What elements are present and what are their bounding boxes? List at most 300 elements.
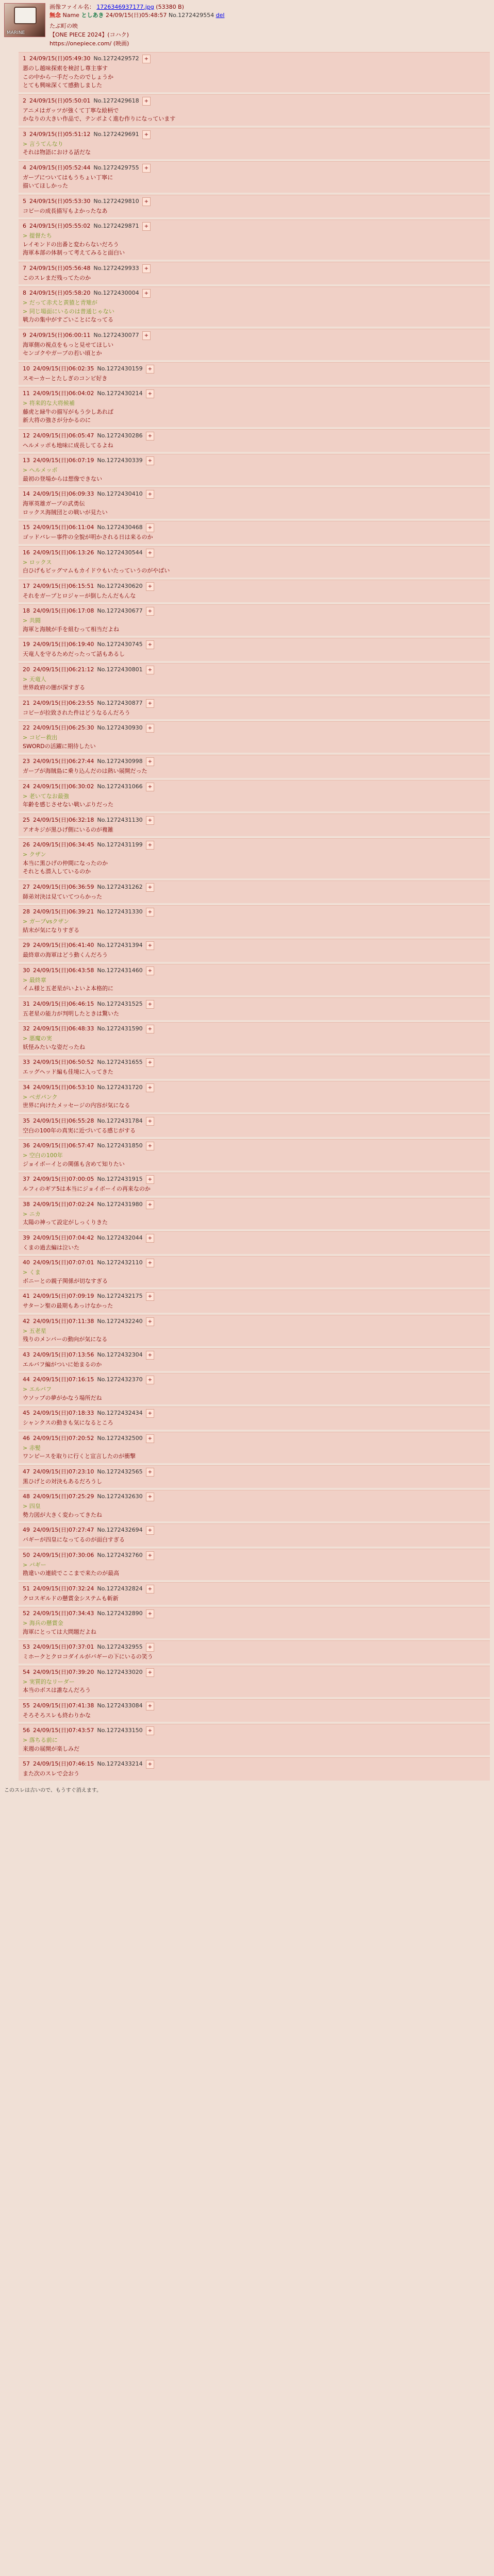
sodane-button[interactable]: +: [142, 164, 151, 173]
quote-line: > だって赤犬と黄猿と青雉が: [23, 299, 97, 307]
sodane-button[interactable]: +: [146, 1760, 154, 1769]
sodane-button[interactable]: +: [146, 757, 154, 766]
reply-index: 34: [23, 1083, 30, 1091]
text-line: SWORDの活躍に期待したい: [23, 742, 96, 750]
reply-body: [23, 1185, 486, 1194]
reply-post: [19, 387, 490, 427]
op-line: 【ONE PIECE 2024】(コハク): [50, 31, 129, 38]
reply-post: [19, 1231, 490, 1255]
reply-number[interactable]: No.1272430745: [97, 641, 143, 648]
text-line: それをガープとロジャーが倒したんだもんな: [23, 592, 136, 599]
reply-index: 28: [23, 908, 30, 916]
reply-head: [23, 1142, 486, 1150]
sodane-button[interactable]: +: [142, 130, 151, 139]
reply-number[interactable]: No.1272429755: [93, 164, 139, 171]
reply-body: [23, 174, 486, 191]
sodane-button[interactable]: +: [146, 1668, 154, 1677]
name-label: Name: [62, 11, 79, 19]
reply-index: 54: [23, 1668, 30, 1675]
reply-datetime: 24/09/15(日)06:09:33: [33, 490, 94, 498]
reply-number[interactable]: No.1272430159: [97, 365, 143, 372]
reply-number[interactable]: No.1272429810: [93, 197, 139, 205]
reply-number[interactable]: No.1272430930: [97, 724, 143, 732]
reply-body: [23, 976, 486, 993]
sodane-button[interactable]: +: [146, 699, 154, 708]
reply-number[interactable]: No.1272431262: [97, 883, 143, 890]
reply-post: [19, 1139, 490, 1171]
reply-head: [23, 967, 486, 975]
reply-datetime: 24/09/15(日)05:58:20: [29, 290, 91, 297]
reply-datetime: 24/09/15(日)07:30:06: [33, 1551, 94, 1558]
reply-body: [23, 951, 486, 960]
reply-head: [23, 941, 486, 950]
reply-number[interactable]: No.1272432500: [97, 1434, 143, 1442]
sodane-button[interactable]: +: [146, 523, 154, 532]
quote-line: > バギー: [23, 1561, 46, 1568]
subject: 無念: [50, 11, 61, 19]
sodane-button[interactable]: +: [146, 1468, 154, 1477]
text-line: 残りのメンバーの動向が気になる: [23, 1336, 108, 1343]
reply-index: 39: [23, 1234, 30, 1241]
reply-head: [23, 1526, 486, 1535]
reply-number[interactable]: No.1272433214: [97, 1760, 143, 1768]
reply-number[interactable]: No.1272432890: [97, 1610, 143, 1617]
text-line: ガープが海賊島に乗り込んだのは熱い展開だった: [23, 768, 147, 775]
reply-index: 9: [23, 331, 26, 338]
reply-post: [19, 1640, 490, 1664]
sodane-button[interactable]: +: [146, 1702, 154, 1710]
reply-index: 13: [23, 457, 30, 464]
reply-number[interactable]: No.1272433150: [97, 1727, 143, 1734]
reply-head: [23, 289, 486, 298]
reply-post: [19, 128, 490, 159]
reply-index: 10: [23, 365, 30, 372]
reply-datetime: 24/09/15(日)07:23:10: [33, 1468, 94, 1475]
sodane-button[interactable]: +: [146, 1609, 154, 1618]
reply-number[interactable]: No.1272431199: [97, 841, 143, 849]
reply-datetime: 24/09/15(日)05:51:12: [29, 130, 91, 138]
sodane-button[interactable]: +: [142, 55, 151, 63]
reply-index: 16: [23, 549, 30, 556]
reply-body: [23, 1736, 486, 1753]
reply-number[interactable]: No.1272430004: [93, 290, 139, 297]
sodane-button[interactable]: +: [146, 783, 154, 791]
reply-head: [23, 1493, 486, 1501]
reply-body: [23, 107, 486, 124]
reply-number[interactable]: No.1272432304: [97, 1351, 143, 1358]
reply-body: [23, 617, 486, 634]
reply-post: [19, 195, 490, 218]
sodane-button[interactable]: +: [146, 1493, 154, 1501]
reply-datetime: 24/09/15(日)05:53:30: [29, 197, 91, 205]
reply-post: [19, 1173, 490, 1196]
reply-body: [23, 1068, 486, 1077]
text-line: この中から一手だったのでしょうか: [23, 73, 113, 80]
reply-number[interactable]: No.1272431590: [97, 1025, 143, 1032]
reply-number[interactable]: No.1272431066: [97, 783, 143, 790]
sodane-button[interactable]: +: [146, 908, 154, 917]
reply-number[interactable]: No.1272430677: [97, 607, 143, 615]
reply-number[interactable]: No.1272430077: [93, 331, 139, 338]
quote-line: > コビー救出: [23, 734, 58, 741]
sodane-button[interactable]: +: [142, 197, 151, 206]
quote-line: > 赤髪: [23, 1444, 41, 1451]
sodane-button[interactable]: +: [146, 1434, 154, 1443]
reply-head: [23, 1200, 486, 1209]
reply-datetime: 24/09/15(日)06:39:21: [33, 908, 94, 916]
reply-datetime: 24/09/15(日)06:07:19: [33, 457, 94, 464]
reply-post: [19, 1315, 490, 1346]
reply-index: 7: [23, 264, 26, 272]
reply-index: 22: [23, 724, 30, 732]
reply-head: [23, 1609, 486, 1618]
reply-post: [19, 721, 490, 753]
quote-line: > ヘルメッポ: [23, 467, 58, 474]
reply-number[interactable]: No.1272429572: [93, 55, 139, 62]
reply-index: 31: [23, 1000, 30, 1007]
reply-datetime: 24/09/15(日)07:34:43: [33, 1610, 94, 1617]
reply-post: [19, 905, 490, 937]
reply-number[interactable]: No.1272429933: [93, 264, 139, 272]
reply-body: [23, 533, 486, 542]
text-line: かなりの大きい作品で、テンポよく進む作りになっています: [23, 115, 176, 123]
reply-head: [23, 523, 486, 532]
reply-number[interactable]: No.1272433020: [97, 1668, 143, 1675]
sodane-button[interactable]: +: [146, 432, 154, 440]
reply-body: [23, 558, 486, 575]
reply-body: [23, 1302, 486, 1311]
reply-post: [19, 1373, 490, 1404]
reply-number[interactable]: No.1272431394: [97, 942, 143, 949]
sodane-button[interactable]: +: [142, 289, 151, 298]
reply-head: [23, 365, 486, 374]
text-line: コビーの成長描写もよかったなあ: [23, 207, 108, 214]
reply-number[interactable]: No.1272431130: [97, 816, 143, 823]
sodane-button[interactable]: +: [146, 1083, 154, 1092]
reply-datetime: 24/09/15(日)07:32:24: [33, 1585, 94, 1592]
quote-line: > 五老星: [23, 1327, 46, 1334]
reply-number[interactable]: No.1272431330: [97, 908, 143, 916]
reply-datetime: 24/09/15(日)06:36:59: [33, 883, 94, 890]
reply-datetime: 24/09/15(日)05:49:30: [29, 55, 91, 62]
reply-number[interactable]: No.1272431460: [97, 967, 143, 974]
reply-post: [19, 997, 490, 1021]
op-post: [4, 3, 490, 48]
poster-name: としあき: [81, 11, 104, 19]
sodane-button[interactable]: +: [146, 941, 154, 950]
op-thumbnail[interactable]: [4, 3, 45, 37]
sodane-button[interactable]: +: [146, 365, 154, 374]
reply-head: [23, 456, 486, 465]
reply-body: [23, 734, 486, 751]
sodane-button[interactable]: +: [146, 1142, 154, 1150]
reply-body: [23, 675, 486, 692]
reply-index: 20: [23, 666, 30, 673]
quote-line: > 海兵の懸賞金: [23, 1620, 63, 1627]
reply-datetime: 24/09/15(日)07:11:38: [33, 1317, 94, 1325]
reply-number[interactable]: No.1272429618: [93, 97, 139, 104]
quote-line: > 同じ場面にいるのは普通じゃない: [23, 308, 114, 315]
reply-post: [19, 1757, 490, 1781]
sodane-button[interactable]: +: [146, 1526, 154, 1535]
reply-head: [23, 1726, 486, 1735]
reply-head: [23, 1585, 486, 1594]
sodane-button[interactable]: +: [142, 97, 151, 106]
sodane-button[interactable]: +: [146, 1200, 154, 1209]
reply-list: [4, 52, 490, 1781]
reply-number[interactable]: No.1272430410: [97, 490, 143, 498]
reply-head: [23, 607, 486, 616]
reply-number[interactable]: No.1272430998: [97, 758, 143, 765]
thread-footer: このスレは古いので、もうすぐ消えます。: [4, 1787, 102, 1793]
text-line: 勢力図が大きく変わってきたね: [23, 1511, 102, 1518]
text-line: アオキジが黒ひげ側にいるのが複雑: [23, 826, 113, 833]
reply-number[interactable]: No.1272431720: [97, 1083, 143, 1091]
reply-number[interactable]: No.1272429691: [93, 130, 139, 138]
text-line: 白ひげもビッグマムもカイドウもいたっていうのがやばい: [23, 567, 170, 574]
reply-number[interactable]: No.1272430620: [97, 582, 143, 589]
reply-post: [19, 1432, 490, 1463]
reply-index: 45: [23, 1410, 30, 1417]
quote-line: > 言うてんなり: [23, 140, 63, 147]
sodane-button[interactable]: +: [146, 1726, 154, 1735]
reply-datetime: 24/09/15(日)07:27:47: [33, 1527, 94, 1534]
reply-head: [23, 1000, 486, 1009]
sodane-button[interactable]: +: [146, 490, 154, 499]
reply-body: [23, 442, 486, 450]
sodane-button[interactable]: +: [142, 264, 151, 273]
reply-number[interactable]: No.1272431784: [97, 1117, 143, 1124]
reply-number[interactable]: No.1272430339: [97, 457, 143, 464]
reply-body: [23, 1678, 486, 1695]
reply-head: [23, 783, 486, 791]
reply-datetime: 24/09/15(日)06:25:30: [33, 724, 94, 732]
quote-line: > 四皇: [23, 1503, 41, 1510]
reply-datetime: 24/09/15(日)06:48:33: [33, 1025, 94, 1032]
reply-head: [23, 222, 486, 231]
reply-number[interactable]: No.1272432370: [97, 1376, 143, 1383]
sodane-button[interactable]: +: [146, 1000, 154, 1009]
post-datetime: 24/09/15(日)05:48:57: [105, 11, 167, 19]
reply-post: [19, 1666, 490, 1697]
sodane-button[interactable]: +: [146, 1025, 154, 1033]
sodane-button[interactable]: +: [146, 841, 154, 850]
text-line: コビーが拉致された件はどうなるんだろう: [23, 709, 130, 716]
reply-number[interactable]: No.1272431850: [97, 1142, 143, 1149]
reply-datetime: 24/09/15(日)06:46:15: [33, 1000, 94, 1007]
reply-datetime: 24/09/15(日)07:46:15: [33, 1760, 94, 1768]
reply-body: [23, 1210, 486, 1227]
sodane-button[interactable]: +: [142, 331, 151, 340]
text-line: 結末が気になりすぎる: [23, 926, 79, 934]
reply-index: 25: [23, 816, 30, 823]
reply-datetime: 24/09/15(日)05:52:44: [29, 164, 91, 171]
sodane-button[interactable]: +: [146, 1585, 154, 1594]
reply-head: [23, 1234, 486, 1243]
delete-button[interactable]: del: [216, 11, 225, 19]
reply-index: 51: [23, 1585, 30, 1592]
sodane-button[interactable]: +: [146, 456, 154, 465]
reply-datetime: 24/09/15(日)06:02:35: [33, 365, 94, 372]
reply-head: [23, 1175, 486, 1184]
reply-body: [23, 274, 486, 283]
reply-datetime: 24/09/15(日)06:13:26: [33, 549, 94, 556]
reply-index: 5: [23, 197, 26, 205]
reply-index: 8: [23, 290, 26, 297]
reply-post: [19, 1348, 490, 1371]
sodane-button[interactable]: +: [146, 1551, 154, 1560]
reply-number[interactable]: No.1272431525: [97, 1000, 143, 1007]
sodane-button[interactable]: +: [146, 883, 154, 892]
reply-number[interactable]: No.1272432760: [97, 1551, 143, 1558]
sodane-button[interactable]: +: [146, 1409, 154, 1418]
reply-number[interactable]: No.1272432240: [97, 1317, 143, 1325]
reply-post: [19, 880, 490, 904]
quote-line: > 実質的なリーダー: [23, 1678, 75, 1685]
reply-body: [23, 1536, 486, 1545]
reply-head: [23, 1702, 486, 1710]
reply-number[interactable]: No.1272432694: [97, 1527, 143, 1534]
sodane-button[interactable]: +: [146, 816, 154, 825]
reply-index: 47: [23, 1468, 30, 1475]
reply-post: [19, 1465, 490, 1488]
reply-number[interactable]: No.1272433084: [97, 1702, 143, 1709]
sodane-button[interactable]: +: [146, 389, 154, 398]
reply-index: 15: [23, 524, 30, 531]
reply-datetime: 24/09/15(日)06:17:08: [33, 607, 94, 615]
reply-body: [23, 64, 486, 90]
reply-index: 38: [23, 1200, 30, 1208]
post-number[interactable]: No.1272429554: [168, 11, 215, 19]
text-line: サターン聖の最期もあっけなかった: [23, 1302, 113, 1310]
reply-datetime: 24/09/15(日)05:55:02: [29, 223, 91, 230]
reply-body: [23, 767, 486, 776]
reply-number[interactable]: No.1272430214: [97, 390, 143, 397]
reply-number[interactable]: No.1272432955: [97, 1643, 143, 1651]
reply-datetime: 24/09/15(日)06:21:12: [33, 666, 94, 673]
thumb-label: MARINE: [7, 30, 25, 36]
text-line: 海軍にとっては大問題だよね: [23, 1628, 96, 1635]
sodane-button[interactable]: +: [146, 1351, 154, 1360]
file-link[interactable]: 1726346937177.jpg: [96, 4, 154, 10]
reply-post: [19, 329, 490, 360]
reply-datetime: 24/09/15(日)07:04:42: [33, 1234, 94, 1241]
reply-head: [23, 55, 486, 63]
sodane-button[interactable]: +: [146, 1058, 154, 1067]
sodane-button[interactable]: +: [146, 666, 154, 674]
reply-number[interactable]: No.1272430801: [97, 666, 143, 673]
sodane-button[interactable]: +: [146, 1175, 154, 1184]
reply-post: [19, 1607, 490, 1638]
sodane-button[interactable]: +: [142, 222, 151, 231]
reply-number[interactable]: No.1272432110: [97, 1259, 143, 1266]
sodane-button[interactable]: +: [146, 1643, 154, 1652]
sodane-button[interactable]: +: [146, 724, 154, 733]
reply-index: 42: [23, 1317, 30, 1325]
reply-head: [23, 1409, 486, 1418]
sodane-button[interactable]: +: [146, 1317, 154, 1326]
text-line: ボニーとの親子関係が切なすぎる: [23, 1277, 108, 1284]
reply-number[interactable]: No.1272429871: [93, 223, 139, 230]
reply-body: [23, 375, 486, 383]
reply-number[interactable]: No.1272431655: [97, 1059, 143, 1066]
reply-number[interactable]: No.1272432044: [97, 1234, 143, 1241]
reply-index: 48: [23, 1493, 30, 1500]
reply-number[interactable]: No.1272430877: [97, 699, 143, 706]
sodane-button[interactable]: +: [146, 607, 154, 616]
reply-index: 27: [23, 883, 30, 890]
op-head: [50, 11, 224, 20]
sodane-button[interactable]: +: [146, 549, 154, 557]
reply-number[interactable]: No.1272431915: [97, 1176, 143, 1183]
reply-body: [23, 1653, 486, 1662]
reply-index: 52: [23, 1610, 30, 1617]
reply-datetime: 24/09/15(日)07:25:29: [33, 1493, 94, 1500]
reply-post: [19, 1056, 490, 1079]
reply-head: [23, 1083, 486, 1092]
reply-post: [19, 780, 490, 811]
sodane-button[interactable]: +: [146, 1234, 154, 1243]
reply-index: 23: [23, 758, 30, 765]
reply-index: 37: [23, 1176, 30, 1183]
reply-number[interactable]: No.1272430544: [97, 549, 143, 556]
reply-number[interactable]: No.1272432630: [97, 1493, 143, 1500]
sodane-button[interactable]: +: [146, 1117, 154, 1126]
reply-number[interactable]: No.1272432565: [97, 1468, 143, 1475]
reply-datetime: 24/09/15(日)06:32:18: [33, 816, 94, 823]
reply-head: [23, 1434, 486, 1443]
sodane-button[interactable]: +: [146, 582, 154, 591]
quote-line: > ロックス: [23, 558, 52, 566]
reply-post: [19, 697, 490, 720]
reply-head: [23, 699, 486, 708]
reply-head: [23, 883, 486, 892]
reply-head: [23, 1058, 486, 1067]
reply-post: [19, 663, 490, 694]
text-line: 描いてほしかった: [23, 182, 68, 190]
quote-line: > 将来的な大将候補: [23, 400, 75, 407]
sodane-button[interactable]: +: [146, 1376, 154, 1384]
reply-body: [23, 1244, 486, 1252]
reply-index: 32: [23, 1025, 30, 1032]
quote-line: > 最終章: [23, 976, 46, 984]
reply-body: [23, 650, 486, 659]
reply-datetime: 24/09/15(日)06:34:45: [33, 841, 94, 849]
quote-line: > 空白の100年: [23, 1152, 63, 1159]
quote-line: > 老いてなお最強: [23, 792, 69, 800]
reply-index: 4: [23, 164, 26, 171]
reply-post: [19, 1114, 490, 1138]
reply-number[interactable]: No.1272430468: [97, 524, 143, 531]
reply-body: [23, 1502, 486, 1519]
sodane-button[interactable]: +: [146, 640, 154, 649]
op-link[interactable]: https://onepiece.com/ (映画): [50, 40, 129, 47]
reply-number[interactable]: No.1272432175: [97, 1293, 143, 1300]
sodane-button[interactable]: +: [146, 967, 154, 975]
sodane-button[interactable]: +: [146, 1292, 154, 1301]
reply-number[interactable]: No.1272432824: [97, 1585, 143, 1592]
reply-number[interactable]: No.1272430286: [97, 432, 143, 439]
reply-index: 44: [23, 1376, 30, 1383]
reply-number[interactable]: No.1272431980: [97, 1200, 143, 1208]
reply-post: [19, 964, 490, 995]
sodane-button[interactable]: +: [146, 1259, 154, 1267]
reply-post: [19, 638, 490, 661]
reply-datetime: 24/09/15(日)07:09:19: [33, 1293, 94, 1300]
reply-post: [19, 362, 490, 385]
text-line: ワンピースを取りに行くと宣言したのが衝撃: [23, 1453, 136, 1460]
reply-number[interactable]: No.1272432434: [97, 1410, 143, 1417]
